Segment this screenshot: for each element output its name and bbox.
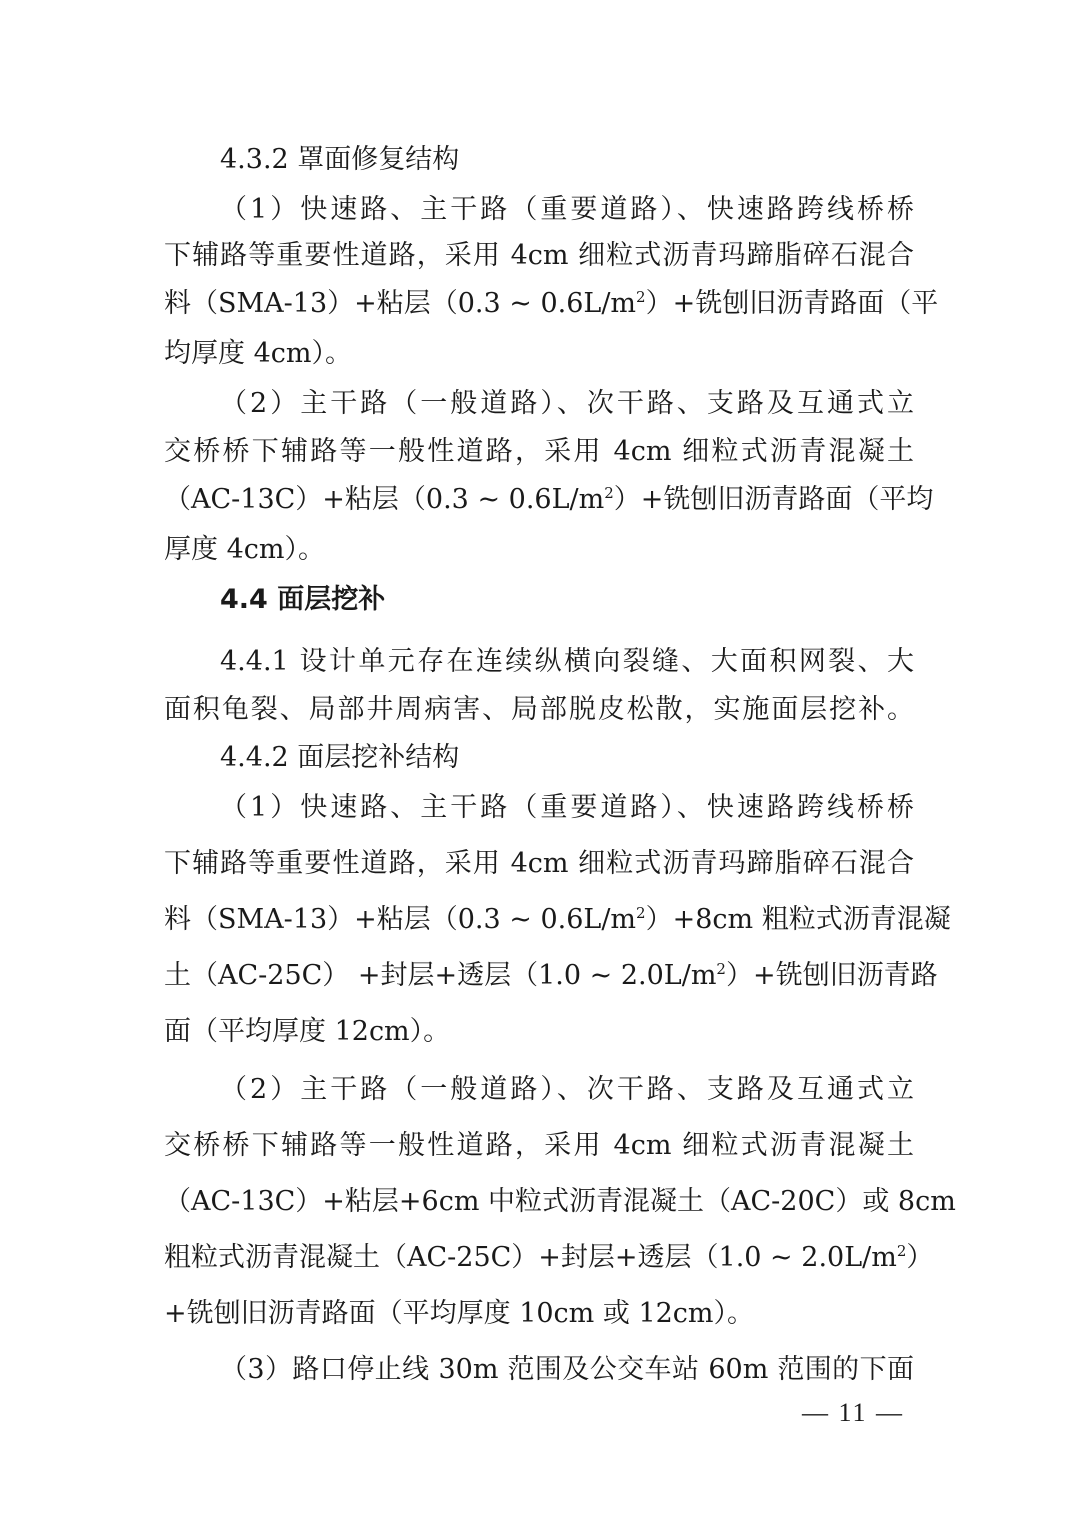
heading-4-3-2: 4.3.2 罩面修复结构 bbox=[220, 144, 460, 175]
text-line: （2）主干路（一般道路）、次干路、支路及互通式立 bbox=[220, 1074, 914, 1105]
text-line: 均厚度 4cm）。 bbox=[164, 338, 352, 369]
section-title-4-4: 4.4 面层挖补 bbox=[220, 584, 386, 615]
text-line: （1）快速路、主干路（重要道路）、快速路跨线桥桥 bbox=[220, 792, 914, 823]
text-line: 下辅路等重要性道路，采用 4cm 细粒式沥青玛蹄脂碎石混合 bbox=[164, 848, 914, 879]
text-line: 4.4.1 设计单元存在连续纵横向裂缝、大面积网裂、大 bbox=[220, 646, 914, 677]
text-line: 面积龟裂、局部井周病害、局部脱皮松散，实施面层挖补。 bbox=[164, 694, 914, 725]
text-line: （AC-13C）+粘层+6cm 中粒式沥青混凝土（AC-20C）或 8cm bbox=[164, 1186, 956, 1217]
heading-4-4-2: 4.4.2 面层挖补结构 bbox=[220, 742, 460, 773]
text-line: 粗粒式沥青混凝土（AC-25C）+封层+透层（1.0 ~ $2.0L/m^2$） bbox=[164, 1242, 934, 1273]
text-line: 面（平均厚度 12cm）。 bbox=[164, 1016, 451, 1047]
text-line: 料（SMA-13）+粘层（0.3 ~ $0.6L/m^2)+8cm$ 粗粒式沥青混凝 bbox=[164, 904, 951, 935]
text-line: （2）主干路（一般道路）、次干路、支路及互通式立 bbox=[220, 388, 914, 419]
text-line: 下辅路等重要性道路，采用 4cm 细粒式沥青玛蹄脂碎石混合 bbox=[164, 240, 914, 271]
text-line: （1）快速路、主干路（重要道路）、快速路跨线桥桥 bbox=[220, 194, 914, 225]
text-line: 料（SMA-13）+粘层（0.3 ~ $0.6L/m^2)+$铣刨旧沥青路面（平 bbox=[164, 288, 939, 319]
text-line: （3）路口停止线 30m 范围及公交车站 60m 范围的下面 bbox=[220, 1354, 914, 1385]
text-line: 土（AC-25C） +封层+透层（1.0 ~ $2.0L/m^2)+$铣刨旧沥青路 bbox=[164, 960, 938, 991]
page-number: — 11 — bbox=[801, 1398, 905, 1427]
text-line: 交桥桥下辅路等一般性道路，采用 4cm 细粒式沥青混凝土 bbox=[164, 1130, 914, 1161]
text-line: （AC-13C）+粘层（0.3 ~ $0.6L/m^2)+$铣刨旧沥青路面（平均 bbox=[164, 484, 934, 515]
text-line: 交桥桥下辅路等一般性道路，采用 4cm 细粒式沥青混凝土 bbox=[164, 436, 914, 467]
text-line: +铣刨旧沥青路面（平均厚度 10cm 或 12cm）。 bbox=[164, 1298, 755, 1329]
text-line: 厚度 4cm）。 bbox=[164, 534, 325, 565]
